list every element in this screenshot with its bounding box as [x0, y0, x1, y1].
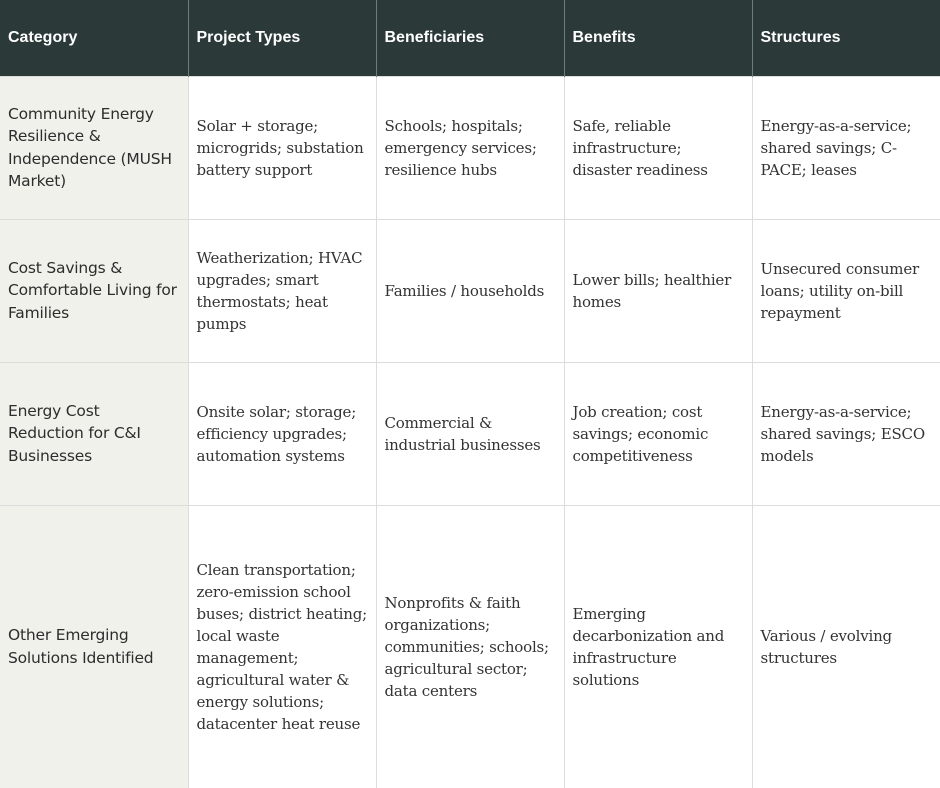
benefits-cell: Job creation; cost savings; economic competitiveness	[564, 362, 752, 505]
category-cell: Community Energy Resilience & Independence (MUSH Market)	[0, 76, 188, 219]
benefits-cell: Emerging decarbonization and infrastructure solutions	[564, 505, 752, 788]
table-body	[0, 76, 940, 788]
category-cell: Other Emerging Solutions Identified	[0, 505, 188, 788]
table-row	[0, 362, 940, 505]
project-types-cell: Clean transportation; zero-emission school buses; district heating; local waste management; agricultural water & energy solutions; datacenter heat reuse	[188, 505, 376, 788]
category-cell: Energy Cost Reduction for C&I Businesses	[0, 362, 188, 505]
benefits-cell: Safe, reliable infrastructure; disaster readiness	[564, 76, 752, 219]
structures-cell: Energy-as-a-service; shared savings; ESCO models	[752, 362, 940, 505]
structures-cell: Various / evolving structures	[752, 505, 940, 788]
structures-cell: Energy-as-a-service; shared savings; C-PACE; leases	[752, 76, 940, 219]
beneficiaries-cell: Families / households	[376, 219, 564, 362]
beneficiaries-cell: Commercial & industrial businesses	[376, 362, 564, 505]
project-types-cell: Weatherization; HVAC upgrades; smart thermostats; heat pumps	[188, 219, 376, 362]
table-header	[0, 0, 940, 76]
header-row	[0, 0, 940, 76]
header-category: Category	[0, 0, 188, 76]
table-row	[0, 76, 940, 219]
project-types-cell: Solar + storage; microgrids; substation battery support	[188, 76, 376, 219]
structures-cell: Unsecured consumer loans; utility on-bill repayment	[752, 219, 940, 362]
project-types-cell: Onsite solar; storage; efficiency upgrades; automation systems	[188, 362, 376, 505]
header-benefits: Benefits	[564, 0, 752, 76]
table-row	[0, 219, 940, 362]
beneficiaries-cell: Schools; hospitals; emergency services; resilience hubs	[376, 76, 564, 219]
category-cell: Cost Savings & Comfortable Living for Families	[0, 219, 188, 362]
table-row	[0, 505, 940, 788]
header-beneficiaries: Beneficiaries	[376, 0, 564, 76]
beneficiaries-cell: Nonprofits & faith organizations; communities; schools; agricultural sector; data centers	[376, 505, 564, 788]
benefits-cell: Lower bills; healthier homes	[564, 219, 752, 362]
header-structures: Structures	[752, 0, 940, 76]
header-project-types: Project Types	[188, 0, 376, 76]
